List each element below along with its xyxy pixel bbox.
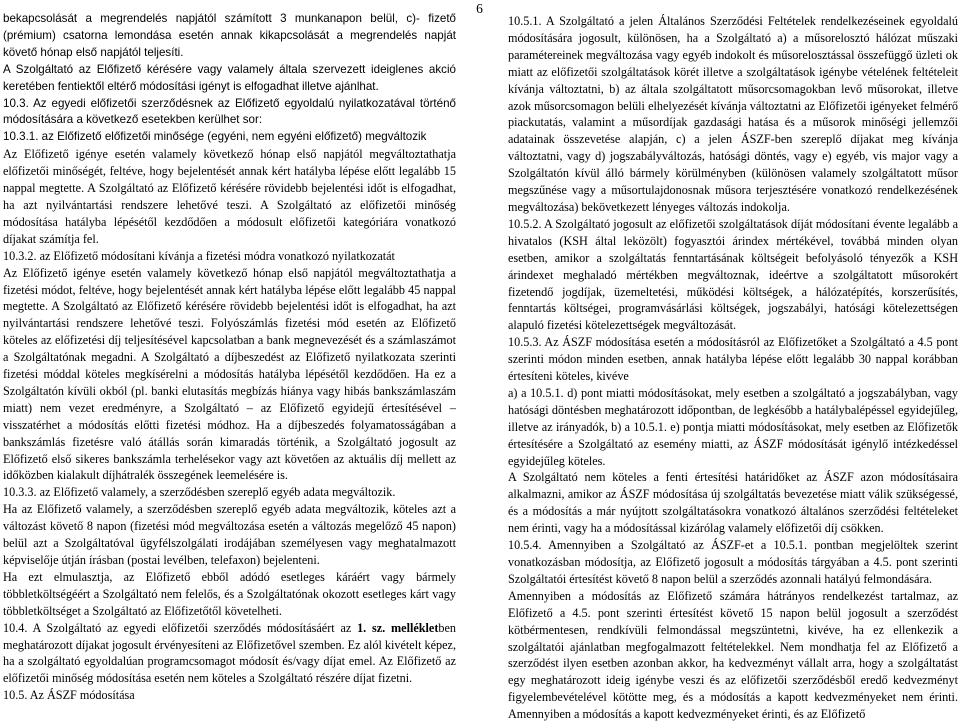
paragraph: Ha az Előfizető valamely, a szerződésben szereplő egyéb adata megváltozik, köteles azt a változást követő 8 napon (fizetési mód megváltozása esetén a változás megelőző 45 napon) belül azt a Szolgáltatóval ügyfélszolgálati irodájában személyesen vagy meghatalmazott képviselője útján írásban (postai levélben, telefaxon) bejelenteni. bbox=[3, 502, 456, 567]
subsection-heading: 10.3.3. az Előfizető valamely, a szerződésben szereplő egyéb adata megváltozik. bbox=[3, 485, 396, 500]
paragraph: A Szolgáltató nem köteles a fenti értesítési határidőket az ÁSZF azon módosításaira alkalmazni, amikor az ÁSZF módosítása új szolgáltatás bevezetése miatt válik szükségessé, és a módosítás a már nyújtott szolgáltatásokra vonatkozó általános szerződési feltételeket nem érinti, vagy ha a módosítással kizárólag valamely előfizetői díj csökken. bbox=[508, 470, 958, 536]
paragraph: 10.5.2. A Szolgáltató jogosult az előfizetői szolgáltatások díját módosítani évente legalább a hivatalos (KSH által leközölt) fogyasztói árindex mértékével, továbbá minden olyan esetben, amikor a szolgáltatás fenntartásának költségeit befolyásoló tényezők a KSH árindexet meghaladó mértékben megváltoznak, ideértve a szolgáltatott műsorokért fizetendő jogdíjak, üzemeltetési, működési költségek, a hálózatépítés, korszerűsítés, fenntartás költségei, programvásárlási költségek, jogszabályi, hatósági kötelezettségen alapuló fizetési kötelezettségek megváltozását. bbox=[508, 216, 958, 333]
section-heading: 10.3. Az egyedi előfizetői szerződésnek az Előfizető egyoldalú nyilatkozatával történő módosítására a következő esetekben kerülhet sor: bbox=[3, 96, 456, 127]
text-run: 10.4. A Szolgáltató az egyedi előfizetői szerződés módosításáért az bbox=[3, 620, 358, 635]
paragraph: Ha ezt elmulasztja, az Előfizető ebből adódó esetleges káráért vagy bármely többletköltségéért a Szolgáltató nem felelős, és a Szolgáltatónak okozott esetleges kárt vagy többletköltséget a Szolgáltató az Előfizetőtől követelheti. bbox=[3, 569, 456, 618]
paragraph: 10.5.1. A Szolgáltató a jelen Általános Szerződési Feltételek rendelkezéseinek egyoldalú módosítására jogosult, különösen, ha a Szolgáltató a) a műsorelosztó hálózat műszaki paramétereinek megváltozása vagy egyéb indokolt és műsorelosztással összefüggő üzleti ok miatt az előfizetői szolgáltatások körét illetve a szolgáltatások igénybe vételének feltételeit kívánja változtatni, b) az általa szolgáltatott műsorcsomagokban levő műsorokat, illetve azok műsorcsomagon belüli elhelyezését kívánja változtatni az Előfizetői igényeket felmérő piackutatás, valamint a műsordíjak gazdasági hatása és a műsorok minőségi jellemzői adatainak összevetése alapján, c) a jelen ÁSZF-ben szereplő díjakat meg kívánja változtatni, vagy d) jogszabályváltozás, hatósági döntés, vagy e) egyéb, vis major vagy a Szolgáltatón kívül álló bármely körülményben (különösen valamely szolgáltatott műsor megszűnése vagy a műsortulajdonosnak műsora terjesztésére vonatkozó rendelkezésének megváltozása) bekövetkezett lényeges változás indokolja. bbox=[508, 14, 958, 214]
right-column bbox=[508, 13, 958, 723]
paragraph bbox=[3, 620, 456, 688]
paragraph: Az Előfizető igénye esetén valamely következő hónap első napjától megváltoztathatja a fizetési módot, feltéve, hogy bejelentését annak kért hatályba lépése előtt legalább 45 nappal megtette. A Szolgáltató az Előfizető kérésére rövidebb bejelentési időt is elfogadhat, ha azt nyilvántartási rendszere lehetővé teszi. Folyószámlás fizetési mód esetén az Előfizető köteles az előfizetési díj teljesítésével kapcsolatban a bank megnevezését és a számlaszámot a Szolgáltatónak megadni. A Szolgáltató a díjbeszedést az Előfizető nyilatkozata szerinti fizetési móddal köteles megkísérelni a módosítás hatályba lépésétől kezdődően. Ha ez a Szolgáltatón kívüli okból (pl. banki elutasítás megbízás hiánya vagy hibás bankszámlaszám miatt) nem vezet eredményre, a Szolgáltató – az Előfizető egyidejű értesítésével – visszatérhet a módosítás előtti fizetési módhoz. Ha a díjbeszedés folyamatosságában a bankszámlás fizetésre való átállás során kimaradás történik, a Szolgáltató jogosult az Előfizető első sikeres bankszámla terhelésekor vagy azt követően az aktuális díj mellett az időközben kialakult díjhátralék összegének leemelésére is. bbox=[3, 265, 456, 483]
annex-reference: 1. sz. melléklet bbox=[357, 620, 439, 635]
page-number: 6 bbox=[476, 1, 483, 16]
subsection-heading: 10.3.2. az Előfizető módosítani kívánja a fizetési módra vonatkozó nyilatkozatát bbox=[3, 248, 395, 263]
left-column bbox=[3, 11, 456, 704]
paragraph: A Szolgáltató az Előfizető kérésére vagy valamely általa szervezett ideiglenes akció keretében fentiektől eltérő módosítási igényt is elfogadhat illetve ajánlhat. bbox=[3, 62, 456, 93]
paragraph: Amennyiben a módosítás az Előfizető számára hátrányos rendelkezést tartalmaz, az Előfizető a 4.5. pont szerinti értesítést követő 15 napon belül jogosult a szerződést kötbérmentesen, rendkívüli felmondással megszüntetni, kivéve, ha ez ellenkezik a szolgáltatói ajánlatban megfogalmazott feltételekkel. Nem mondhatja fel az Előfizető a szerződést ilyen esetben azonban akkor, ha kedvezményt vállalt arra, hogy a szolgáltatást egy meghatározott ideig igénybe veszi és az előfizetői szerződésből eredő kedvezményt figyelembevételével kötötte meg, és a módosítás a kapott kedvezményeket nem érinti. Amennyiben a módosítás a kapott kedvezményeket érinti, és az Előfizető bbox=[508, 588, 958, 722]
paragraph: Az Előfizető igénye esetén valamely következő hónap első napjától megváltoztathatja előfizetői minőségét, feltéve, hogy bejelentését annak kért hatályba lépése előtt legalább 15 nappal megtette. A Szolgáltató az Előfizető kérésére rövidebb bejelentési időt is elfogadhat, ha azt nyilvántartási rendszere lehetővé teszi. A Szolgáltató az előfizetői minőség módosítása hatályba lépésétől kezdődően a módosult előfizetői kategóriára vonatkozó díjakat számítja fel. bbox=[3, 147, 456, 246]
section-heading: 10.5. Az ÁSZF módosítása bbox=[3, 688, 135, 703]
text-run: ben meghatározott díjakat jogosult érvényesíteni az Előfizetővel szemben. Ez alól kivételt képez, ha a szolgáltató egyoldalúan programcsomagot módosít és/vagy díjat emel. Az Előfizető az előfizetői minőség módosítása esetén nem köteles a Szolgáltató részére díjat fizetni. bbox=[3, 620, 457, 686]
paragraph: bekapcsolását a megrendelés napjától számított 3 munkanapon belül, c)- fizető (prémium) csatorna lemondása esetén annak kikapcsolását a megrendelés napját követő hónap első napjától teljesíti. bbox=[3, 12, 456, 59]
paragraph: 10.5.4. Amennyiben a Szolgáltató az ÁSZF-et a 10.5.1. pontban megjelöltek szerint vonatkozásban módosítja, az Előfizető jogosult a módosítás tárgyában a 4.5. pont szerinti Szolgáltatói értesítést követő 8 napon belül a szerződés azonnali hatályú felmondására. bbox=[508, 538, 958, 586]
paragraph: a) a 10.5.1. d) pont miatti módosításokat, mely esetben a szolgáltató a jogszabályban, vagy hatósági döntésben meghatározott időpontban, de legkésőbb a hatálybalépéssel egyidejűleg, illetve az irányadók, b) a 10.5.1. e) pontja miatti módosításokat, mely esetben az Előfizetők értesítésére a Szolgáltató az esemény miatti, az ÁSZF módosítását igénylő intézkedéssel egyidejűleg köteles. bbox=[508, 385, 958, 468]
paragraph: 10.5.3. Az ÁSZF módosítása esetén a módosításról az Előfizetőket a Szolgáltató a 4.5 pont szerinti módon minden esetben, annak hatályba lépése előtt legalább 30 nappal korábban értesíteni köteles, kivéve bbox=[508, 335, 958, 384]
subsection-heading: 10.3.1. az Előfizető előfizetői minősége (egyéni, nem egyéni előfizető) megváltozik bbox=[3, 130, 427, 144]
